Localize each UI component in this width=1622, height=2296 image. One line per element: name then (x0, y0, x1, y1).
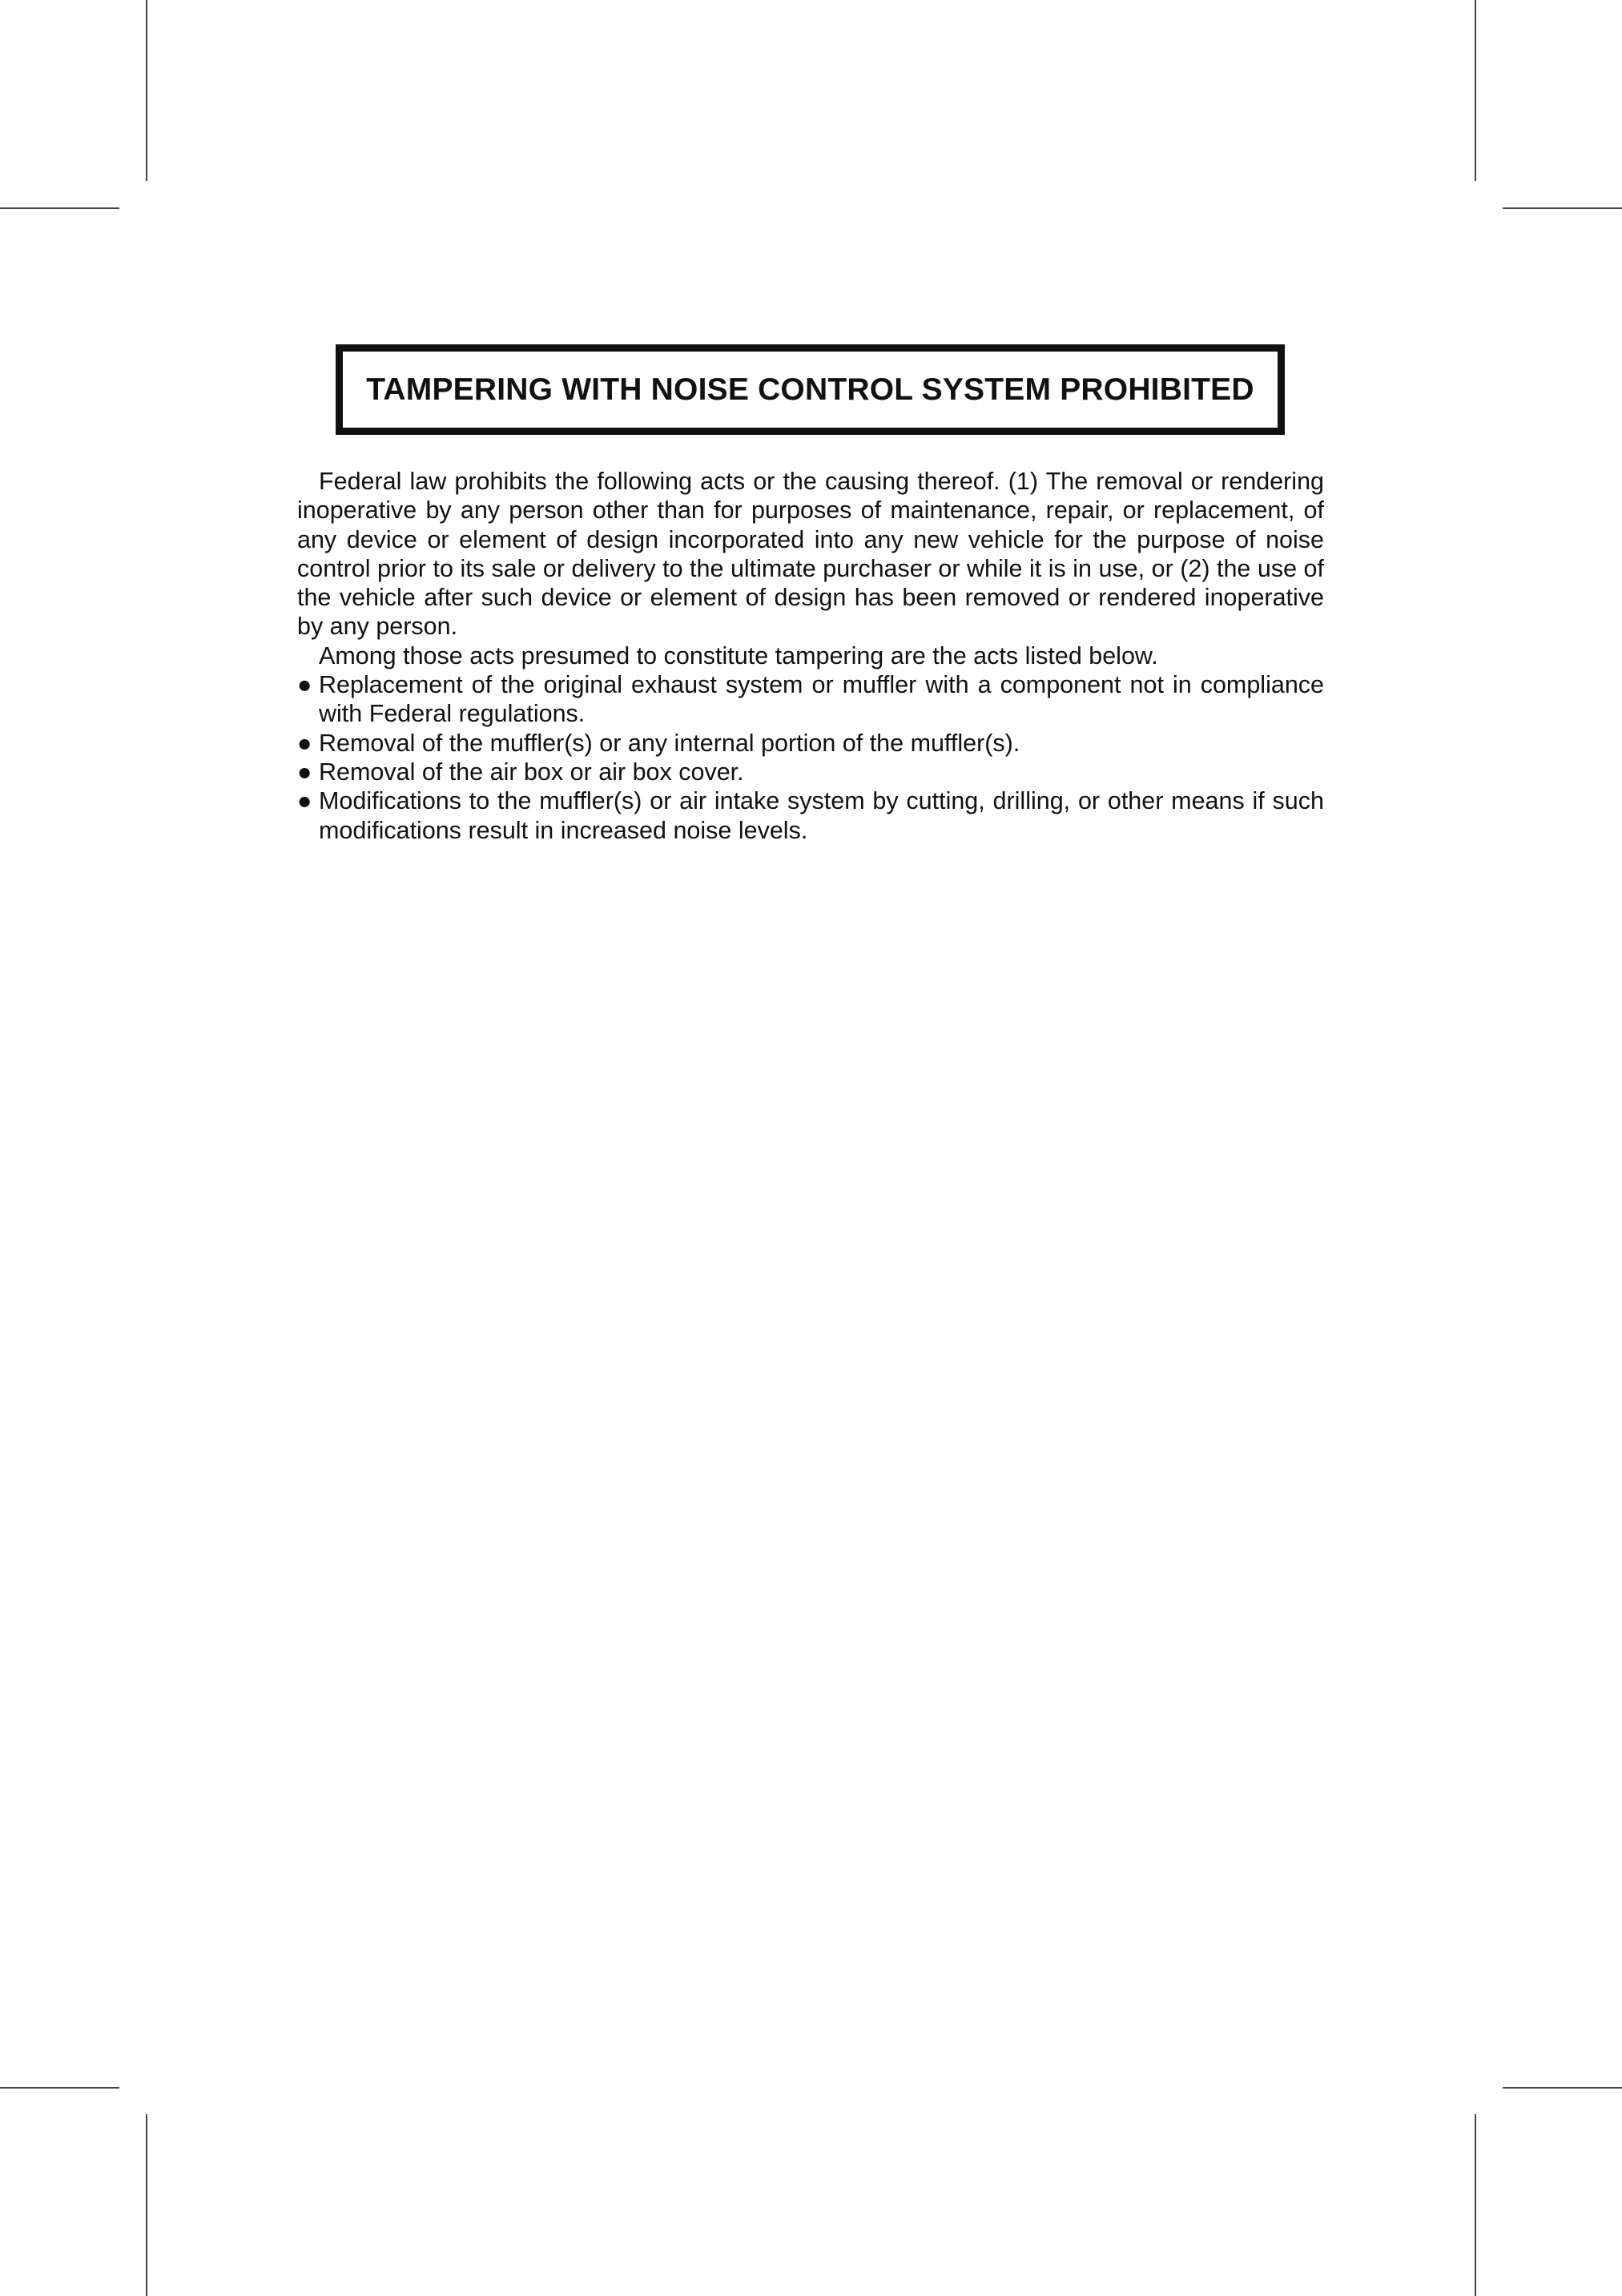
bullet-icon: ● (297, 787, 312, 815)
bullet-icon: ● (297, 671, 312, 699)
crop-mark-top-right-vertical (1475, 0, 1476, 181)
bullet-icon: ● (297, 758, 312, 786)
crop-mark-bottom-left-horizontal (0, 2087, 119, 2089)
crop-mark-top-left-horizontal (0, 207, 119, 209)
list-item (297, 786, 1324, 845)
list-item-text: Removal of the muffler(s) or any internal portion of the muffler(s). (319, 729, 1020, 757)
crop-mark-top-right-horizontal (1503, 207, 1622, 209)
list-item (297, 670, 1324, 729)
tampering-acts-list (297, 670, 1324, 845)
list-item-text: Replacement of the original exhaust system or muffler with a component not in compliance with Federal regulations. (319, 671, 1324, 728)
crop-mark-bottom-right-horizontal (1503, 2087, 1622, 2089)
page-title: TAMPERING WITH NOISE CONTROL SYSTEM PROHIBITED (366, 372, 1254, 407)
list-item-text: Removal of the air box or air box cover. (319, 758, 744, 786)
paragraph-federal-law: Federal law prohibits the following acts or the causing thereof. (1) The removal or rendering inoperative by any person other than for purposes of maintenance, repair, or replacement, of any device or element of design incorporated into any new vehicle for the purpose of noise control prior to its sale or delivery to the ultimate purchaser or while it is in use, or (2) the use of the vehicle after such device or element of design has been removed or rendered inoperative by any person. (297, 468, 1324, 641)
bullet-icon: ● (297, 729, 312, 757)
list-item (297, 729, 1324, 758)
crop-mark-bottom-left-vertical (146, 2114, 147, 2296)
crop-mark-bottom-right-vertical (1475, 2114, 1476, 2296)
list-item-text: Modifications to the muffler(s) or air intake system by cutting, drilling, or other means if such modifications result in increased noise levels. (319, 787, 1324, 844)
crop-mark-top-left-vertical (146, 0, 147, 181)
list-item (297, 758, 1324, 786)
body-content (297, 467, 1324, 845)
title-box (336, 344, 1285, 435)
paragraph-tampering-acts-intro: Among those acts presumed to constitute tampering are the acts listed below. (319, 641, 1158, 669)
